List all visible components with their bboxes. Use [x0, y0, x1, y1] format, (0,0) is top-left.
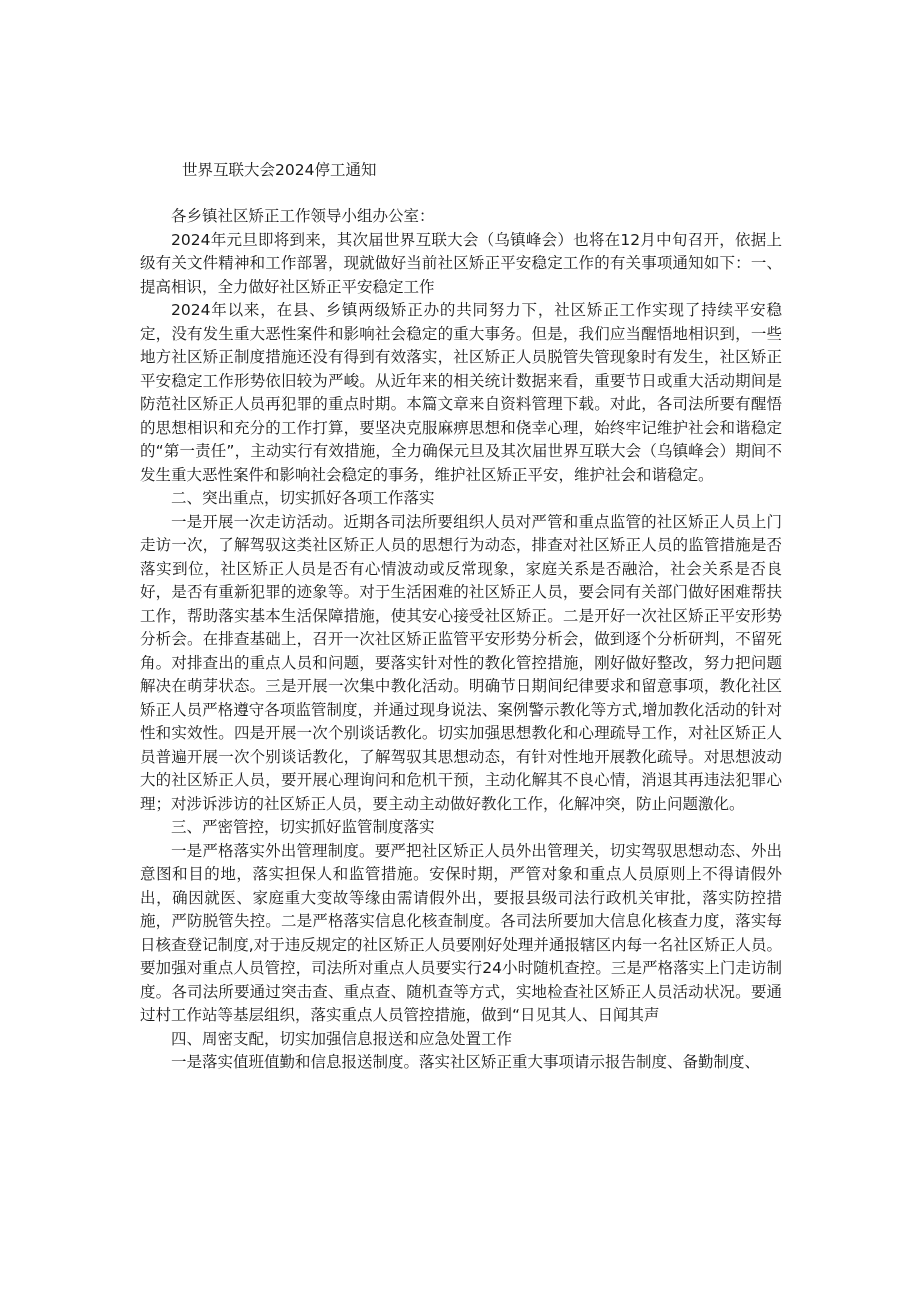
paragraph-2: 2024年以来，在县、乡镇两级矫正办的共同努力下，社区矫正工作实现了持续平安稳定，没有发生重大恶性案件和影响社会稳定的重大事务。但是，我们应当醒悟地相识到，一些地方社区矫正制度措施还没有得到有效落实，社区矫正人员脱管失管现象时有发生，社区矫正平安稳定工作形势依旧较为严峻。从近年来的相关统计数据来看，重要节日或重大活动期间是防范社区矫正人员再犯罪的重点时期。本篇文章来自资料管理下载。对此，各司法所要有醒悟的思想相识和充分的工作打算，要坚决克服麻痹思想和侥幸心理，始终牢记维护社会和谐稳定的“第一责任”，主动实行有效措施，全力确保元旦及其次届世界互联大会（乌镇峰会）期间不发生重大恶性案件和影响社会稳定的事务，维护社区矫正平安，维护社会和谐稳定。 [140, 301, 782, 484]
paragraph-4: 一是严格落实外出管理制度。要严把社区矫正人员外出管理关，切实驾驭思想动态、外出意图和目的地，落实担保人和监管措施。安保时期，严管对象和重点人员原则上不得请假外出，确因就医、家庭重大变故等缘由需请假外出，要报县级司法行政机关审批，落实防控措施，严防脱管失控。二是严格落实信息化核查制度。各司法所要加大信息化核查力度，落实每日核查登记制度,对于违反规定的社区矫正人员要刚好处理并通报辖区内每一名社区矫正人员。要加强对重点人员管控，司法所对重点人员要实行24小时随机查控。三是严格落实上门走访制度。各司法所要通过突击查、重点查、随机查等方式，实地检查社区矫正人员活动状况。要通过村工作站等基层组织，落实重点人员管控措施，做到“日见其人、日闻其声 [140, 841, 782, 1024]
document-title: 世界互联大会2024停工通知 [182, 161, 377, 179]
paragraph-1: 2024年元旦即将到来，其次届世界互联大会（乌镇峰会）也将在12月中旬召开，依据上级有关文件精神和工作部署，现就做好当前社区矫正平安稳定工作的有关事项通知如下：一、提高相识，全力做好社区矫正平安稳定工作 [140, 230, 782, 296]
paragraph-3: 一是开展一次走访活动。近期各司法所要组织人员对严管和重点监管的社区矫正人员上门走访一次，了解驾驭这类社区矫正人员的思想行为动态，排查对社区矫正人员的监管措施是否落实到位，社区矫正人员是否有心情波动或反常现象，家庭关系是否融洽，社会关系是否良好，是否有重新犯罪的迹象等。对于生活困难的社区矫正人员，要会同有关部门做好困难帮扶工作，帮助落实基本生活保障措施，使其安心接受社区矫正。二是开好一次社区矫正平安形势分析会。在排查基础上，召开一次社区矫正监管平安形势分析会，做到逐个分析研判，不留死角。对排查出的重点人员和问题，要落实针对性的教化管控措施，刚好做好整改，努力把问题解决在萌芽状态。三是开展一次集中教化活动。明确节日期间纪律要求和留意事项，教化社区矫正人员严格遵守各项监管制度，并通过现身说法、案例警示教化等方式,增加教化活动的针对性和实效性。四是开展一次个别谈话教化。切实加强思想教化和心理疏导工作，对社区矫正人员普遍开展一次个别谈话教化，了解驾驭其思想动态，有针对性地开展教化疏导。对思想波动大的社区矫正人员，要开展心理询问和危机干预，主动化解其不良心情，消退其再违法犯罪心理；对涉诉涉访的社区矫正人员，要主动主动做好教化工作，化解冲突，防止问题激化。 [140, 512, 782, 813]
section-heading-2: 二、突出重点，切实抓好各项工作落实 [171, 489, 435, 507]
section-heading-3: 三、严密管控，切实抓好监管制度落实 [171, 818, 435, 836]
document-body [140, 205, 782, 1075]
salutation: 各乡镇社区矫正工作领导小组办公室： [171, 207, 435, 225]
paragraph-5: 一是落实值班值勤和信息报送制度。落实社区矫正重大事项请示报告制度、备勤制度、 [171, 1053, 761, 1071]
section-heading-4: 四、周密支配，切实加强信息报送和应急处置工作 [171, 1029, 513, 1048]
